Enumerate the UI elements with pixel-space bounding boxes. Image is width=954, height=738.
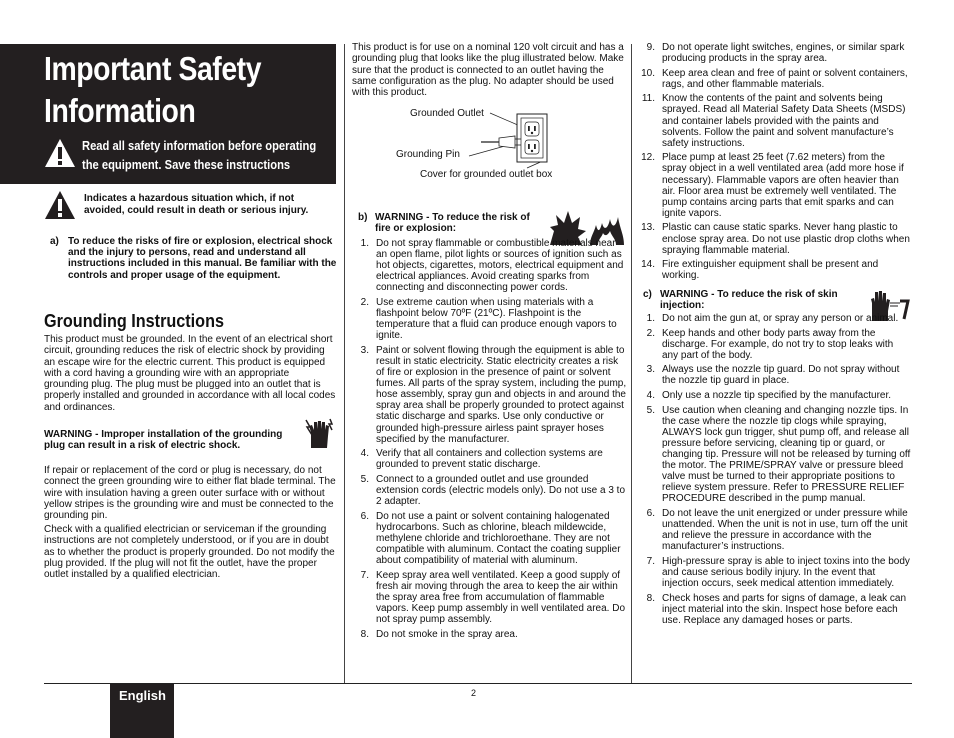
section-c-title: WARNING - To reduce the risk of skin injection: [660, 289, 838, 312]
warning-triangle-icon [44, 190, 76, 220]
list-item-number: 7. [646, 555, 655, 567]
page-number: 2 [471, 688, 477, 698]
section-a [50, 236, 340, 281]
list-item [636, 390, 912, 401]
list-item-number: 4. [360, 448, 369, 460]
list-item-number: 8. [360, 628, 369, 640]
list-item-text: Do not spray flammable or combustible materials near an open flame, pilot lights or sources of ignition such as hot objects, cigarettes, motors, electrical equipment and electrical appliances. Avoid creating sparks from connecting and disconnecting power cords. [376, 238, 624, 294]
list-item-number: 7. [360, 569, 369, 581]
list-item-number: 4. [646, 390, 655, 402]
section-c-heading [643, 289, 873, 311]
list-item [636, 68, 912, 90]
section-b-heading [358, 212, 548, 234]
section-c-label: c) [643, 289, 652, 300]
list-item-text: Do not smoke in the spray area. [376, 628, 518, 640]
list-item-text: Do not operate light switches, engines, or similar spark producing products in the spray area. [662, 42, 905, 65]
fire-risk-list [352, 238, 627, 643]
warning-triangle-icon [44, 138, 76, 168]
list-item-number: 10. [641, 67, 655, 79]
grounding-paragraph: This product must be grounded. In the event of an electrical short circuit, grounding reduces the risk of electric shock by providing an escape wire for the electric current. This product is equipped with a cord having a grounding wire with an appropriate grounding plug. The plug must be plugged into an outlet that is properly installed and grounded in accordance with all local codes and ordinances. [44, 334, 336, 413]
list-item [636, 405, 912, 505]
list-item-number: 6. [646, 508, 655, 519]
list-item-number: 6. [360, 510, 369, 522]
list-item-text: Use extreme caution when using materials with a flashpoint below 70ºF (21ºC). Flashpoint is the temperature that a fluid can produce enough vapors to ignite. [376, 296, 617, 342]
list-item-text: Do not aim the gun at, or spray any person or animal. [662, 313, 899, 324]
list-item [352, 238, 627, 293]
danger-note: Indicates a hazardous situation which, if not avoided, could result in death or serious injury. [84, 193, 309, 216]
list-item [352, 570, 627, 625]
footer-rule [44, 683, 912, 684]
skin-injection-list [636, 313, 912, 629]
list-item-number: 2. [646, 327, 655, 339]
list-item-number: 14. [641, 259, 655, 271]
list-item [636, 313, 912, 324]
list-item [636, 259, 912, 281]
column-divider [631, 44, 632, 684]
list-item-text: Keep hands and other body parts away from the discharge. For example, do not try to stop leaks with any part of the body. [662, 327, 894, 361]
list-item-text: Place pump at least 25 feet (7.62 meters) from the spray object in a well ventilated area (add more hose if necessary). Flammable vapors are often heavier than air. Floor area must be extremely well ventilated. The pump contains arcing parts that emit sparks and can ignite vapors. [662, 152, 904, 219]
list-item-text: Check hoses and parts for signs of damage, a leak can inject material into the skin. Inspect hose before each use. Replace any damaged hoses or parts. [662, 592, 907, 626]
list-item-text: Fire extinguisher equipment shall be present and working. [662, 259, 879, 282]
list-item-text: Plastic can cause static sparks. Never hang plastic to enclose spray area. Do not use plastic drop cloths when spraying flammable material. [662, 222, 910, 256]
list-item [636, 593, 912, 626]
list-item [636, 556, 912, 589]
list-item-number: 12. [641, 152, 655, 164]
section-b-label: b) [358, 212, 368, 223]
list-item-text: High-pressure spray is able to inject toxins into the body and cause serious bodily injury. In the event that injection occurs, seek medical attention immediately. [662, 555, 910, 590]
list-item [352, 448, 627, 470]
list-item [636, 364, 912, 386]
list-item-number: 9. [646, 42, 655, 53]
list-item-text: Do not leave the unit energized or under pressure while unattended. When the unit is not in use, turn off the unit and relieve the pressure in accordance with the manufacturer’s instructions. [662, 508, 908, 553]
list-item-text: Connect to a grounded outlet and use grounded extension cords (electric models only). Do not use a 3 to 2 adapter. [376, 473, 626, 508]
list-item [636, 222, 912, 255]
language-label: English [119, 688, 166, 703]
list-item-text: Always use the nozzle tip guard. Do not spray without the nozzle tip guard in place. [662, 364, 900, 387]
list-item-number: 11. [641, 93, 655, 105]
list-item-text: Only use a nozzle tip specified by the manufacturer. [662, 390, 892, 402]
list-item-number: 1. [646, 313, 655, 324]
list-item-number: 1. [360, 238, 369, 249]
section-a-text: To reduce the risks of fire or explosion, electrical shock and the injury to persons, read and understand all instructions included in this manual. Be familiar with the controls and proper usage of the equipment. [68, 236, 337, 281]
list-item [636, 42, 912, 64]
list-item-number: 2. [360, 296, 369, 308]
page-title: Important Safety Information [44, 50, 262, 129]
grounding-paragraph: If repair or replacement of the cord or plug is necessary, do not connect the green grounding wire to either flat blade terminal. The wire with insulation having a green outer surface with or without yellow stripes is the grounding wire and must be connected to the grounding pin. [44, 465, 336, 522]
list-item [352, 297, 627, 341]
column-divider [344, 44, 345, 684]
diagram-label-grounding-pin: Grounding Pin [396, 149, 460, 160]
section-b-title: WARNING - To reduce the risk of fire or explosion: [375, 212, 530, 235]
list-item-number: 5. [646, 404, 655, 416]
list-item [352, 345, 627, 445]
list-item [636, 328, 912, 361]
voltage-intro-paragraph: This product is for use on a nominal 120 volt circuit and has a grounding plug that looks like the plug illustrated below. Make sure that the product is connected to an outlet having the same configuration as the plug. No adapter should be used with this product. [352, 42, 624, 99]
diagram-label-grounded-outlet: Grounded Outlet [410, 108, 484, 119]
list-item-text: Keep area clean and free of paint or solvent containers, rags, and other flammable materials. [662, 67, 908, 90]
list-item [352, 629, 627, 640]
list-item-text: Keep spray area well ventilated. Keep a good supply of fresh air moving through the area to keep the air within the spray area free from accumulation of flammable vapors. Keep pump assembly in well ventilated area. Do not spray pump assembly. [376, 569, 626, 625]
list-item-text: Verify that all containers and collection systems are grounded to prevent static discharge. [376, 448, 603, 471]
list-item-text: Use caution when cleaning and changing nozzle tips. In the case where the nozzle tip clogs while spraying, ALWAYS lock gun trigger, shut pump off, and release all pressure before servicing, cleaning tip or guard, or changing tip. Pressure will not be released by turning off the motor. The PRIME/SPRAY valve or pressure bleed valve must be turned to their appropriate positions to relieve system pressure. Refer to PRESSURE RELIEF PROCEDURE described in the pump manual. [662, 404, 911, 505]
list-item-text: Paint or solvent flowing through the equipment is able to result in static electricity. Static electricity creates a risk of fire or explosion in the presence of paint or solvent fumes. All parts of the spray system, including the pump, hose assembly, spray gun and objects in and around the spray area shall be properly grounded to protect against static discharge and sparks. Use only conductive or grounded high-pressure airless paint sprayer hoses specified by the manufacturer. [376, 344, 627, 445]
list-item-number: 5. [360, 473, 369, 485]
fire-risk-list-continued [636, 42, 912, 285]
electric-shock-hand-icon [305, 418, 333, 450]
list-item [636, 93, 912, 148]
list-item [352, 474, 627, 507]
list-item-number: 13. [641, 222, 655, 234]
list-item [352, 511, 627, 566]
list-item-text: Know the contents of the paint and solvents being sprayed. Read all Material Safety Data Sheets (MSDS) and container labels provided with the paints and solvents. Follow the paint and solvent manufacture’s safety instructions. [662, 93, 906, 149]
list-item-text: Do not use a paint or solvent containing halogenated hydrocarbons. Such as chlorine, bleach mildewcide, methylene chloride and trichloroethane. They are not compatible with aluminum. Contact the coating supplier about compatibility of material with aluminum. [376, 510, 621, 567]
diagram-label-cover: Cover for grounded outlet box [420, 169, 553, 180]
grounding-paragraph: Check with a qualified electrician or serviceman if the grounding instructions are not completely understood, or if you are in doubt as to whether the product is properly grounded. Do not modify the plug provided. If the plug will not fit the outlet, have the proper outlet installed by a qualified electrician. [44, 524, 335, 581]
list-item [636, 508, 912, 552]
section-a-label: a) [50, 236, 59, 247]
list-item [636, 152, 912, 219]
list-item-number: 3. [360, 344, 369, 356]
grounding-warning: WARNING - Improper installation of the grounding plug can result in a risk of electric shock. [44, 429, 283, 452]
header-subtitle: Read all safety information before operating the equipment. Save these instructions [82, 138, 317, 172]
list-item-number: 8. [646, 592, 655, 604]
grounding-title: Grounding Instructions [44, 311, 224, 331]
list-item-number: 3. [646, 364, 655, 376]
